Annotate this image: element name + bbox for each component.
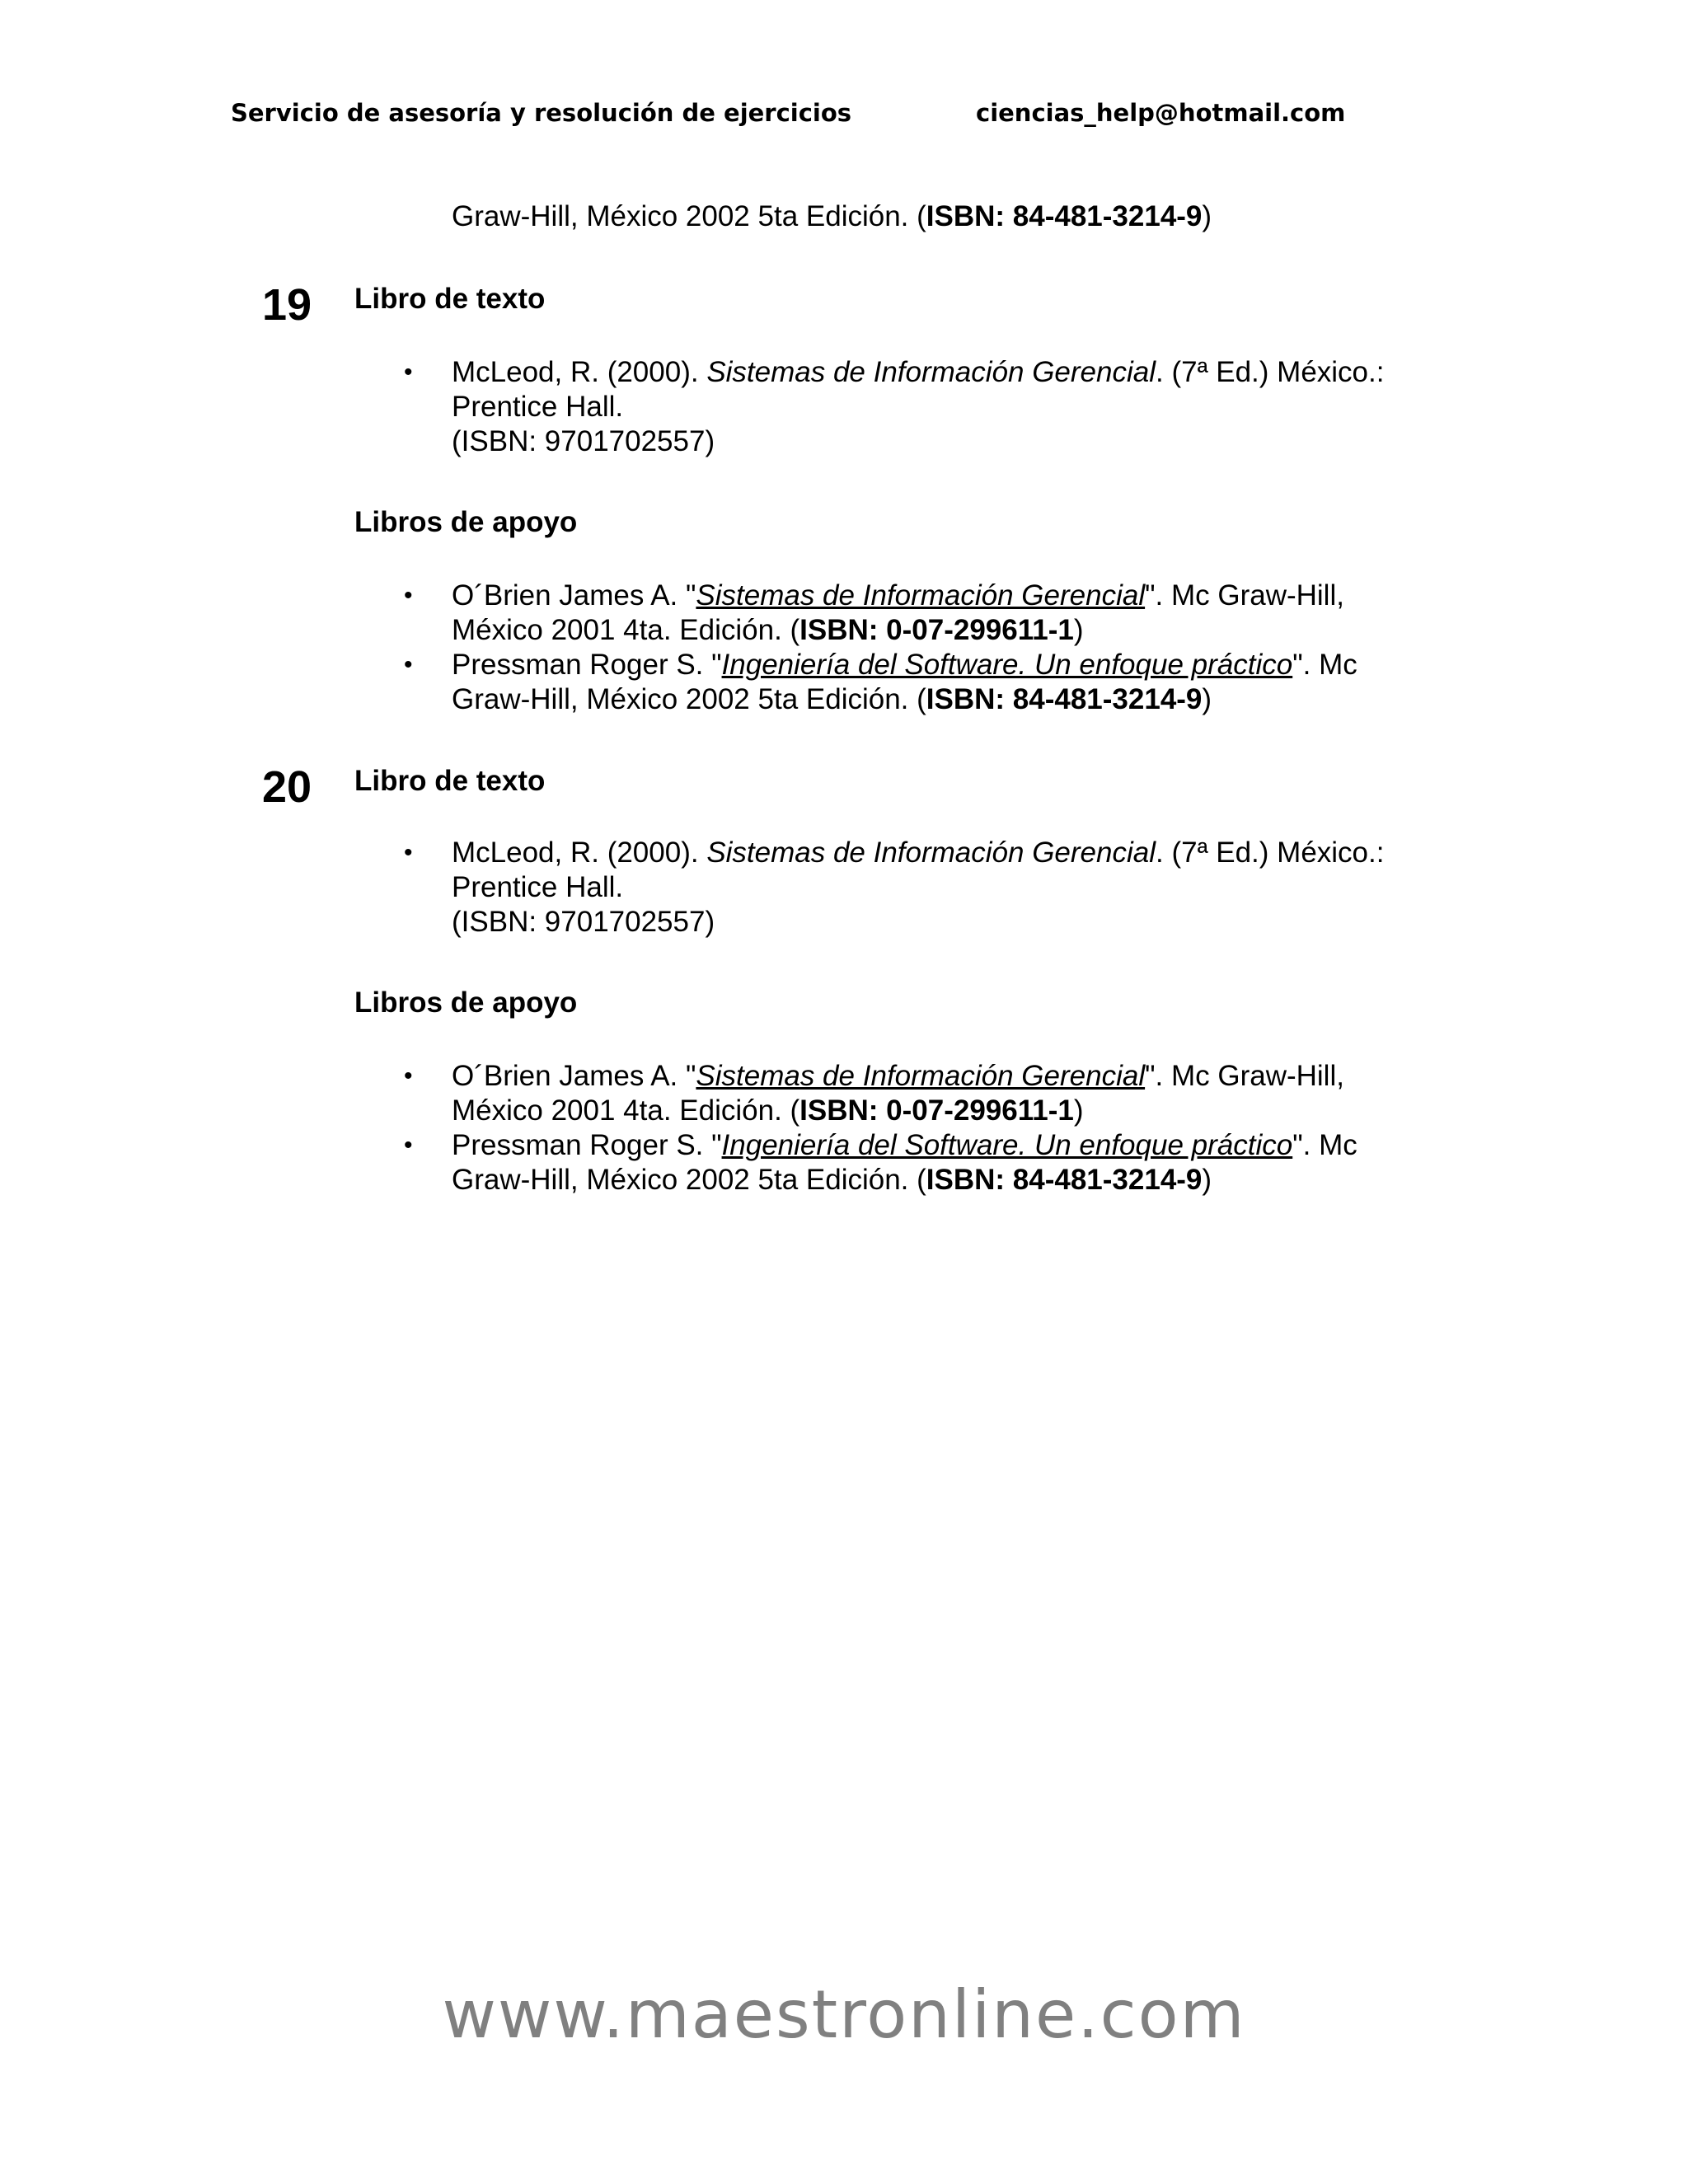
entry-isbn: ISBN: 84-481-3214-9 — [926, 683, 1203, 715]
textbook-entry — [452, 836, 1384, 940]
continuation-isbn: ISBN: 84-481-3214-9 — [926, 200, 1203, 232]
entry-author: McLeod, R. (2000). — [452, 837, 707, 869]
list-bullet: • — [404, 651, 413, 678]
entry-isbn: (ISBN: 9701702557) — [452, 425, 715, 457]
entry-publisher: ". Mc Graw-Hill, — [1145, 1060, 1344, 1092]
entry-edition: Graw-Hill, México 2002 5ta Edición. ( — [452, 683, 926, 715]
entry-author: Pressman Roger S. " — [452, 649, 722, 681]
entry-author: O´Brien James A. " — [452, 1060, 696, 1092]
continuation-suffix: ) — [1202, 200, 1212, 232]
entry-author: O´Brien James A. " — [452, 579, 696, 612]
support-heading: Libros de apoyo — [354, 987, 578, 1019]
header-email: ciencias_help@hotmail.com — [976, 99, 1346, 127]
support-entry — [452, 648, 1357, 717]
entry-title-link[interactable]: Sistemas de Información Gerencial — [696, 1060, 1146, 1092]
entry-isbn: ISBN: 0-07-299611-1 — [799, 614, 1074, 646]
textbook-heading: Libro de texto — [354, 283, 546, 315]
list-bullet: • — [404, 1062, 413, 1090]
entry-title-link[interactable]: Sistemas de Información Gerencial — [696, 579, 1146, 612]
entry-close-paren: ) — [1202, 1164, 1212, 1196]
textbook-heading: Libro de texto — [354, 765, 546, 797]
entry-close-paren: ) — [1073, 1094, 1084, 1127]
entry-isbn: ISBN: 0-07-299611-1 — [799, 1094, 1074, 1127]
entry-publisher: ". Mc — [1292, 1129, 1357, 1161]
section-number: 20 — [262, 762, 312, 812]
entry-author: McLeod, R. (2000). — [452, 356, 707, 388]
support-entry — [452, 1059, 1344, 1128]
support-entry — [452, 579, 1344, 648]
entry-edition: . (7ª Ed.) México.: — [1156, 837, 1385, 869]
entry-close-paren: ) — [1073, 614, 1084, 646]
entry-publisher: ". Mc Graw-Hill, — [1145, 579, 1344, 612]
entry-publisher: ". Mc — [1292, 649, 1357, 681]
entry-title: Sistemas de Información Gerencial — [706, 837, 1156, 869]
entry-isbn: ISBN: 84-481-3214-9 — [926, 1164, 1203, 1196]
list-bullet: • — [404, 359, 413, 386]
support-heading: Libros de apoyo — [354, 506, 578, 538]
continuation-prefix: Graw-Hill, México 2002 5ta Edición. ( — [452, 200, 926, 232]
textbook-entry — [452, 355, 1384, 459]
list-bullet: • — [404, 839, 413, 866]
entry-author: Pressman Roger S. " — [452, 1129, 722, 1161]
entry-edition: México 2001 4ta. Edición. ( — [452, 614, 800, 646]
continuation-line — [452, 199, 1212, 234]
entry-title: Sistemas de Información Gerencial — [706, 356, 1156, 388]
entry-publisher: Prentice Hall. — [452, 391, 624, 423]
entry-title-link[interactable]: Ingeniería del Software. Un enfoque práctico — [721, 649, 1293, 681]
entry-close-paren: ) — [1202, 683, 1212, 715]
entry-title-link[interactable]: Ingeniería del Software. Un enfoque práctico — [721, 1129, 1293, 1161]
list-bullet: • — [404, 582, 413, 609]
entry-isbn: (ISBN: 9701702557) — [452, 906, 715, 938]
entry-edition: Graw-Hill, México 2002 5ta Edición. ( — [452, 1164, 926, 1196]
footer-website: www.maestronline.com — [442, 1976, 1246, 2053]
entry-publisher: Prentice Hall. — [452, 871, 624, 903]
entry-edition: México 2001 4ta. Edición. ( — [452, 1094, 800, 1127]
section-number: 19 — [262, 280, 312, 330]
entry-edition: . (7ª Ed.) México.: — [1156, 356, 1385, 388]
header-service-text: Servicio de asesoría y resolución de ejercicios — [231, 99, 852, 127]
support-entry — [452, 1128, 1357, 1197]
list-bullet: • — [404, 1132, 413, 1159]
